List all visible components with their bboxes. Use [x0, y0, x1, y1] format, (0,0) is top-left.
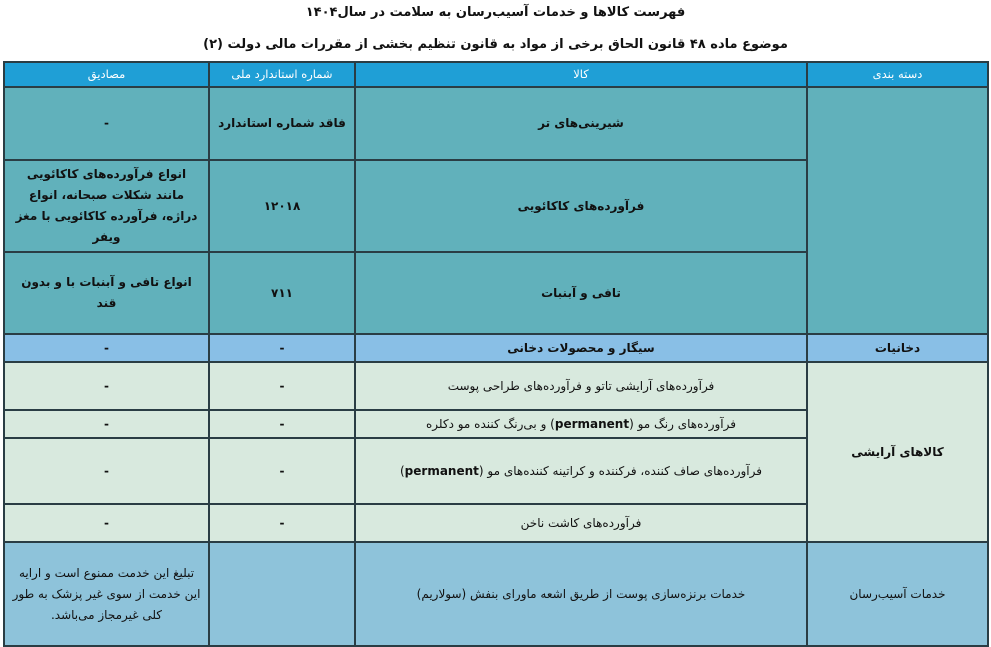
- table-row: [4, 87, 988, 160]
- item-text: ) و بی‌رنگ کننده مو دکلره: [425, 416, 555, 431]
- item-cell: سیگار و محصولات دخانی: [355, 334, 807, 362]
- standard-cell: -: [209, 334, 355, 362]
- category-cell-cosmetics: کالاهای آرایشی: [807, 362, 988, 542]
- examples-cell: -: [4, 87, 209, 160]
- standard-cell: -: [209, 410, 355, 438]
- document-title: فهرست کالاها و خدمات آسیب‌رسان به سلامت در سال۱۴۰۴: [305, 5, 686, 20]
- standard-cell: فاقد شماره استاندارد: [209, 87, 355, 160]
- item-cell: [355, 410, 807, 438]
- examples-cell: -: [4, 362, 209, 410]
- examples-cell: -: [4, 334, 209, 362]
- item-cell: فرآورده‌های کاشت ناخن: [355, 504, 807, 542]
- header-standard: شماره استاندارد ملی: [209, 62, 355, 87]
- standard-cell: ۱۲۰۱۸: [209, 160, 355, 252]
- header-examples: مصادیق: [4, 62, 209, 87]
- standard-cell: [209, 542, 355, 646]
- examples-cell: -: [4, 410, 209, 438]
- item-text: فرآورده‌های رنگ مو (: [629, 416, 736, 431]
- standard-cell: -: [209, 362, 355, 410]
- item-text: فرآورده‌های صاف کننده، فرکننده و کراتینه کننده‌های مو (: [478, 463, 762, 478]
- standard-cell: -: [209, 438, 355, 504]
- item-english-term: permanent: [404, 463, 479, 478]
- category-cell-food: [807, 87, 988, 334]
- standard-cell: ۷۱۱: [209, 252, 355, 334]
- table-row: [4, 362, 988, 410]
- table-header-row: [4, 62, 988, 87]
- document-subtitle: موضوع ماده ۴۸ قانون الحاق برخی از مواد به قانون تنظیم بخشی از مقررات مالی دولت (۲): [203, 37, 788, 52]
- harmful-goods-table: [3, 61, 989, 647]
- examples-cell: انواع تافی و آبنبات با و بدون قند: [4, 252, 209, 334]
- category-cell-services: خدمات آسیب‌رسان: [807, 542, 988, 646]
- category-cell-tobacco: دخانیات: [807, 334, 988, 362]
- examples-cell: تبلیغ این خدمت ممنوع است و ارایه این خدمت از سوی غیر پزشک به طور کلی غیرمجاز می‌باشد.: [4, 542, 209, 646]
- standard-cell: -: [209, 504, 355, 542]
- examples-cell: -: [4, 438, 209, 504]
- header-category: دسته بندی: [807, 62, 988, 87]
- item-cell: خدمات برنزه‌سازی پوست از طریق اشعه ماورای بنفش (سولاریم): [355, 542, 807, 646]
- examples-cell: انواع فرآورده‌های کاکائویی مانند شکلات صبحانه، انواع دراژه، فرآورده کاکائویی با مغز ویفر: [4, 160, 209, 252]
- item-cell: فرآورده‌های کاکائویی: [355, 160, 807, 252]
- item-text: ): [399, 463, 405, 478]
- item-english-term: permanent: [554, 416, 630, 431]
- item-cell: فرآورده‌های آرایشی تاتو و فرآورده‌های طراحی پوست: [355, 362, 807, 410]
- table-row: [4, 542, 988, 646]
- examples-cell: -: [4, 504, 209, 542]
- table-row: [4, 334, 988, 362]
- item-cell: [355, 438, 807, 504]
- item-cell: شیرینی‌های تر: [355, 87, 807, 160]
- item-cell: تافی و آبنبات: [355, 252, 807, 334]
- header-item: کالا: [355, 62, 807, 87]
